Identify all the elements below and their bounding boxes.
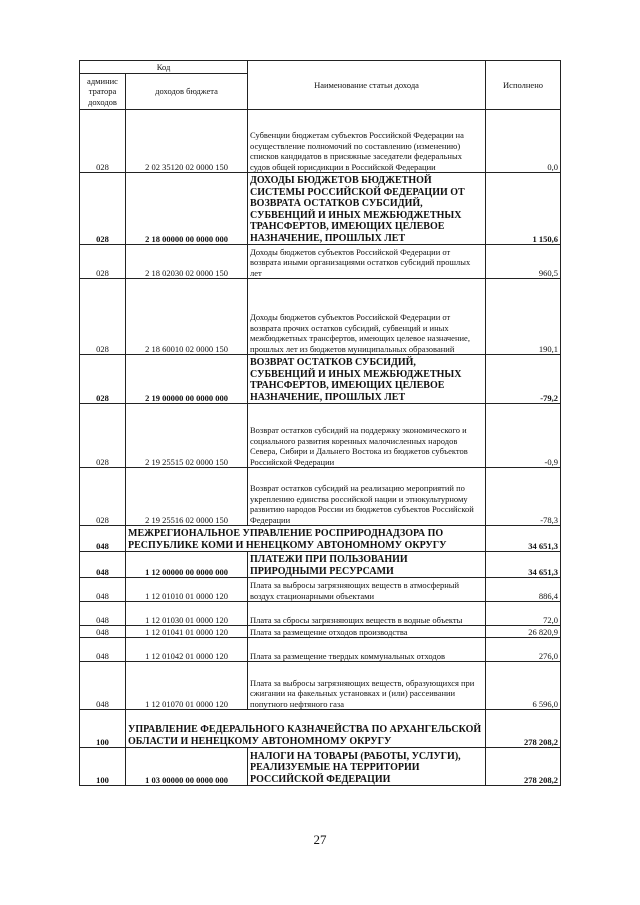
revenue-amount: 34 651,3	[486, 552, 561, 578]
revenue-name: Возврат остатков субсидий на реализацию мероприятий по укреплению единства российской нации и этнокультурному развитию народов России из бюджетов субъектов Российской Федерации	[248, 468, 486, 526]
admin-code: 028	[80, 245, 126, 279]
revenue-name: Плата за размещение твердых коммунальных отходов	[248, 638, 486, 662]
admin-code: 100	[80, 710, 126, 748]
revenue-code: 2 19 25515 02 0000 150	[126, 404, 248, 468]
table-row	[80, 602, 561, 626]
revenue-code: 1 12 01010 01 0000 120	[126, 578, 248, 602]
revenue-code: 2 18 02030 02 0000 150	[126, 245, 248, 279]
header-code: доходов бюджета	[126, 74, 248, 110]
revenue-code: 1 03 00000 00 0000 000	[126, 748, 248, 786]
revenue-table	[79, 60, 561, 786]
revenue-code: 1 12 01070 01 0000 120	[126, 662, 248, 710]
header-name: Наименование статьи дохода	[248, 61, 486, 110]
revenue-code: 2 02 35120 02 0000 150	[126, 110, 248, 173]
header-amount: Исполнено	[486, 61, 561, 110]
revenue-code: 1 12 01041 01 0000 120	[126, 626, 248, 638]
admin-code: 028	[80, 110, 126, 173]
page-number: 27	[313, 832, 327, 847]
admin-code: 048	[80, 552, 126, 578]
admin-code: 048	[80, 602, 126, 626]
revenue-name: УПРАВЛЕНИЕ ФЕДЕРАЛЬНОГО КАЗНАЧЕЙСТВА ПО АРХАНГЕЛЬСКОЙ ОБЛАСТИ И НЕНЕЦКОМУ АВТОНОМНОМУ ОКРУГУ	[126, 710, 486, 748]
revenue-code: 1 12 00000 00 0000 000	[126, 552, 248, 578]
admin-code: 028	[80, 404, 126, 468]
revenue-amount: 6 596,0	[486, 662, 561, 710]
table-row	[80, 279, 561, 355]
revenue-amount: 278 208,2	[486, 710, 561, 748]
revenue-name: Плата за выбросы загрязняющих веществ, образующихся при сжигании на факельных установках и (или) рассеивании попутного нефтяного газа	[248, 662, 486, 710]
table-row	[80, 173, 561, 245]
revenue-amount: -0,9	[486, 404, 561, 468]
table-row	[80, 245, 561, 279]
revenue-name: Субвенции бюджетам субъектов Российской Федерации на осуществление полномочий по составлению (изменению) списков кандидатов в присяжные заседатели федеральных судов общей юрисдикции в Российской Федерации	[248, 110, 486, 173]
revenue-amount: 26 820,9	[486, 626, 561, 638]
header-kod: Код	[80, 61, 248, 74]
revenue-name: НАЛОГИ НА ТОВАРЫ (РАБОТЫ, УСЛУГИ), РЕАЛИЗУЕМЫЕ НА ТЕРРИТОРИИ РОССИЙСКОЙ ФЕДЕРАЦИИ	[248, 748, 486, 786]
revenue-amount: 276,0	[486, 638, 561, 662]
table-row	[80, 355, 561, 404]
revenue-amount: 72,0	[486, 602, 561, 626]
revenue-amount: 960,5	[486, 245, 561, 279]
revenue-amount: -78,3	[486, 468, 561, 526]
table-row	[80, 404, 561, 468]
revenue-code: 2 18 00000 00 0000 000	[126, 173, 248, 245]
revenue-amount: -79,2	[486, 355, 561, 404]
table-row	[80, 552, 561, 578]
table-row	[80, 710, 561, 748]
revenue-name: ВОЗВРАТ ОСТАТКОВ СУБСИДИЙ, СУБВЕНЦИЙ И ИНЫХ МЕЖБЮДЖЕТНЫХ ТРАНСФЕРТОВ, ИМЕЮЩИХ ЦЕЛЕВОЕ НАЗНАЧЕНИЕ, ПРОШЛЫХ ЛЕТ	[248, 355, 486, 404]
header-admin: админис тратора доходов	[80, 74, 126, 110]
revenue-name: Доходы бюджетов субъектов Российской Федерации от возврата прочих остатков субсидий, субвенций и иных межбюджетных трансфертов, имеющих целевое назначение, прошлых лет из бюджетов муниципальных образований	[248, 279, 486, 355]
revenue-code: 2 19 25516 02 0000 150	[126, 468, 248, 526]
admin-code: 028	[80, 173, 126, 245]
admin-code: 048	[80, 662, 126, 710]
table-row	[80, 110, 561, 173]
admin-code: 028	[80, 468, 126, 526]
table-row	[80, 468, 561, 526]
revenue-name: Возврат остатков субсидий на поддержку экономического и социального развития коренных малочисленных народов Севера, Сибири и Дальнего Востока из бюджетов субъектов Российской Федерации	[248, 404, 486, 468]
revenue-name: Доходы бюджетов субъектов Российской Федерации от возврата иными организациями остатков субсидий прошлых лет	[248, 245, 486, 279]
table-row	[80, 626, 561, 638]
revenue-amount: 278 208,2	[486, 748, 561, 786]
table-row	[80, 578, 561, 602]
revenue-amount: 190,1	[486, 279, 561, 355]
header-row-kod	[80, 61, 561, 74]
admin-code: 028	[80, 279, 126, 355]
revenue-amount: 1 150,6	[486, 173, 561, 245]
revenue-name: Плата за сбросы загрязняющих веществ в водные объекты	[248, 602, 486, 626]
admin-code: 048	[80, 638, 126, 662]
admin-code: 100	[80, 748, 126, 786]
revenue-code: 1 12 01042 01 0000 120	[126, 638, 248, 662]
revenue-name: МЕЖРЕГИОНАЛЬНОЕ УПРАВЛЕНИЕ РОСПРИРОДНАДЗОРА ПО РЕСПУБЛИКЕ КОМИ И НЕНЕЦКОМУ АВТОНОМНОМУ ОКРУГУ	[126, 526, 486, 552]
revenue-amount: 886,4	[486, 578, 561, 602]
revenue-code: 1 12 01030 01 0000 120	[126, 602, 248, 626]
admin-code: 028	[80, 355, 126, 404]
revenue-amount: 34 651,3	[486, 526, 561, 552]
table-row	[80, 748, 561, 786]
table-row	[80, 662, 561, 710]
table-row	[80, 638, 561, 662]
admin-code: 048	[80, 526, 126, 552]
admin-code: 048	[80, 578, 126, 602]
table-row	[80, 526, 561, 552]
admin-code: 048	[80, 626, 126, 638]
revenue-name: Плата за выбросы загрязняющих веществ в атмосферный воздух стационарными объектами	[248, 578, 486, 602]
revenue-name: Плата за размещение отходов производства	[248, 626, 486, 638]
revenue-code: 2 18 60010 02 0000 150	[126, 279, 248, 355]
revenue-name: ДОХОДЫ БЮДЖЕТОВ БЮДЖЕТНОЙ СИСТЕМЫ РОССИЙСКОЙ ФЕДЕРАЦИИ ОТ ВОЗВРАТА ОСТАТКОВ СУБСИДИЙ, СУБВЕНЦИЙ И ИНЫХ МЕЖБЮДЖЕТНЫХ ТРАНСФЕРТОВ, ИМЕЮЩИХ ЦЕЛЕВОЕ НАЗНАЧЕНИЕ, ПРОШЛЫХ ЛЕТ	[248, 173, 486, 245]
revenue-code: 2 19 00000 00 0000 000	[126, 355, 248, 404]
revenue-amount: 0,0	[486, 110, 561, 173]
revenue-name: ПЛАТЕЖИ ПРИ ПОЛЬЗОВАНИИ ПРИРОДНЫМИ РЕСУРСАМИ	[248, 552, 486, 578]
